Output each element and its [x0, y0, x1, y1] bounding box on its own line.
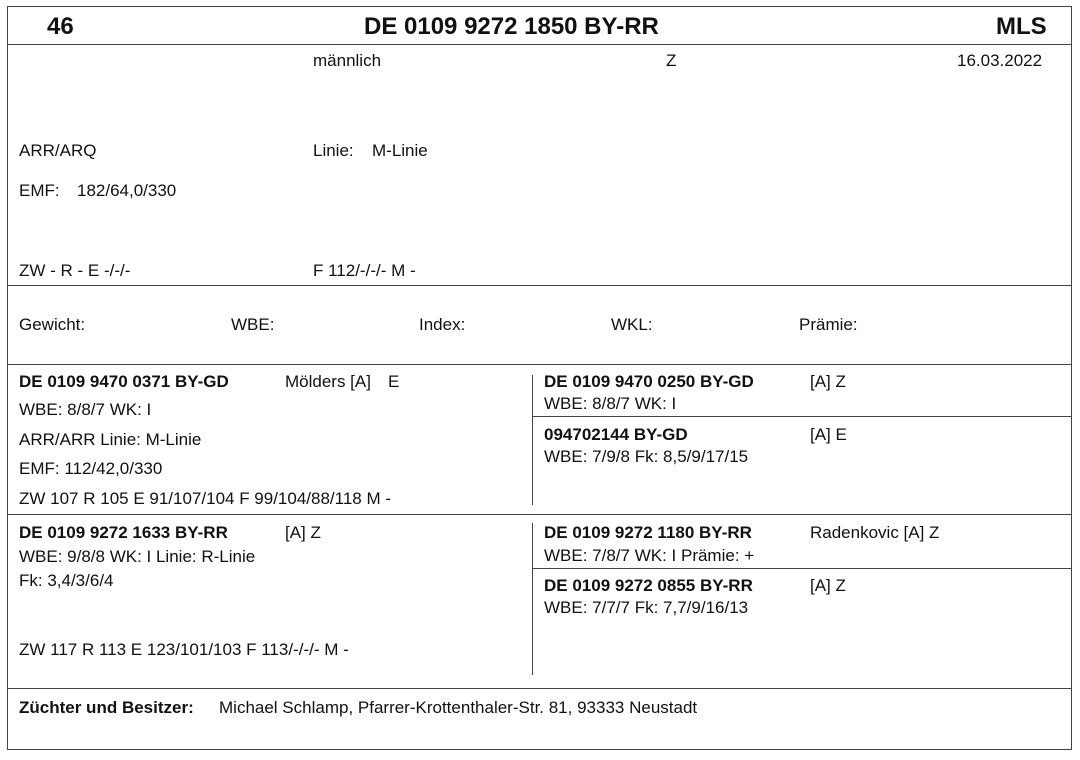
dam-dam-id: DE 0109 9272 0855 BY-RR: [544, 576, 753, 595]
dam-sire-wbe: WBE: 7/8/7 WK: I Prämie: +: [544, 546, 755, 565]
sire-emf: EMF: 112/42,0/330: [19, 459, 163, 478]
animal-id: DE 0109 9272 1850 BY-RR: [364, 13, 659, 40]
dam-dam-mark: [A] Z: [810, 576, 846, 595]
breeding-values-f: F 112/-/-/- M -: [313, 261, 416, 280]
owner-value: Michael Schlamp, Pfarrer-Krottenthaler-Str. 81, 93333 Neustadt: [219, 698, 698, 717]
dam-parents-divider: [532, 568, 1072, 569]
dam-divider: [7, 688, 1072, 689]
dam-sire-mark: Radenkovic [A] Z: [810, 523, 940, 542]
sire-divider: [7, 514, 1072, 515]
sire-id: DE 0109 9470 0371 BY-GD: [19, 372, 229, 391]
wkl-label: WKL:: [611, 315, 653, 334]
mark: Z: [666, 51, 677, 70]
weight-label: Gewicht:: [19, 315, 86, 334]
sire-sire-wbe: WBE: 8/8/7 WK: I: [544, 394, 677, 413]
breed-code: MLS: [996, 13, 1047, 40]
dam-wbe: WBE: 9/8/8 WK: I Linie: R-Linie: [19, 547, 256, 566]
dam-sire-id: DE 0109 9272 1180 BY-RR: [544, 523, 752, 542]
genotype: ARR/ARQ: [19, 141, 97, 160]
line-value: M-Linie: [372, 141, 428, 160]
premium-label: Prämie:: [799, 315, 858, 334]
dam-dam-wbe: WBE: 7/7/7 Fk: 7,7/9/16/13: [544, 598, 749, 617]
line-label: Linie:: [313, 141, 354, 160]
sire-dam-id: 094702144 BY-GD: [544, 425, 688, 444]
emf-value: 182/64,0/330: [77, 181, 177, 200]
sire-parents-divider: [532, 416, 1072, 417]
date: 16.03.2022: [957, 51, 1043, 70]
sire-breeder: Mölders [A]: [285, 372, 371, 391]
index-label: Index:: [419, 315, 466, 334]
catalog-number: 46: [47, 13, 74, 40]
sex: männlich: [313, 51, 382, 70]
emf-label: EMF:: [19, 181, 60, 200]
sire-dam-mark: [A] E: [810, 425, 847, 444]
dam-mark: [A] Z: [285, 523, 321, 542]
owner-label: Züchter und Besitzer:: [19, 698, 194, 717]
sire-sire-id: DE 0109 9470 0250 BY-GD: [544, 372, 754, 391]
sire-mark: E: [388, 372, 400, 391]
metrics-divider: [7, 364, 1072, 365]
sire-genotype: ARR/ARR Linie: M-Linie: [19, 430, 202, 449]
sire-sire-mark: [A] Z: [810, 372, 846, 391]
sire-column-divider: [532, 375, 533, 505]
sire-breeding-values: ZW 107 R 105 E 91/107/104 F 99/104/88/118 M -: [19, 489, 392, 508]
dam-breeding-values: ZW 117 R 113 E 123/101/103 F 113/-/-/- M -: [19, 640, 349, 659]
sire-dam-wbe: WBE: 7/9/8 Fk: 8,5/9/17/15: [544, 447, 749, 466]
wbe-label: WBE:: [231, 315, 275, 334]
dam-id: DE 0109 9272 1633 BY-RR: [19, 523, 228, 542]
dam-fk: Fk: 3,4/3/6/4: [19, 571, 114, 590]
info-divider: [7, 285, 1072, 286]
dam-column-divider: [532, 523, 533, 675]
breeding-values: ZW - R - E -/-/-: [19, 261, 131, 280]
sire-wbe: WBE: 8/8/7 WK: I: [19, 400, 152, 419]
header-divider: [7, 44, 1072, 45]
